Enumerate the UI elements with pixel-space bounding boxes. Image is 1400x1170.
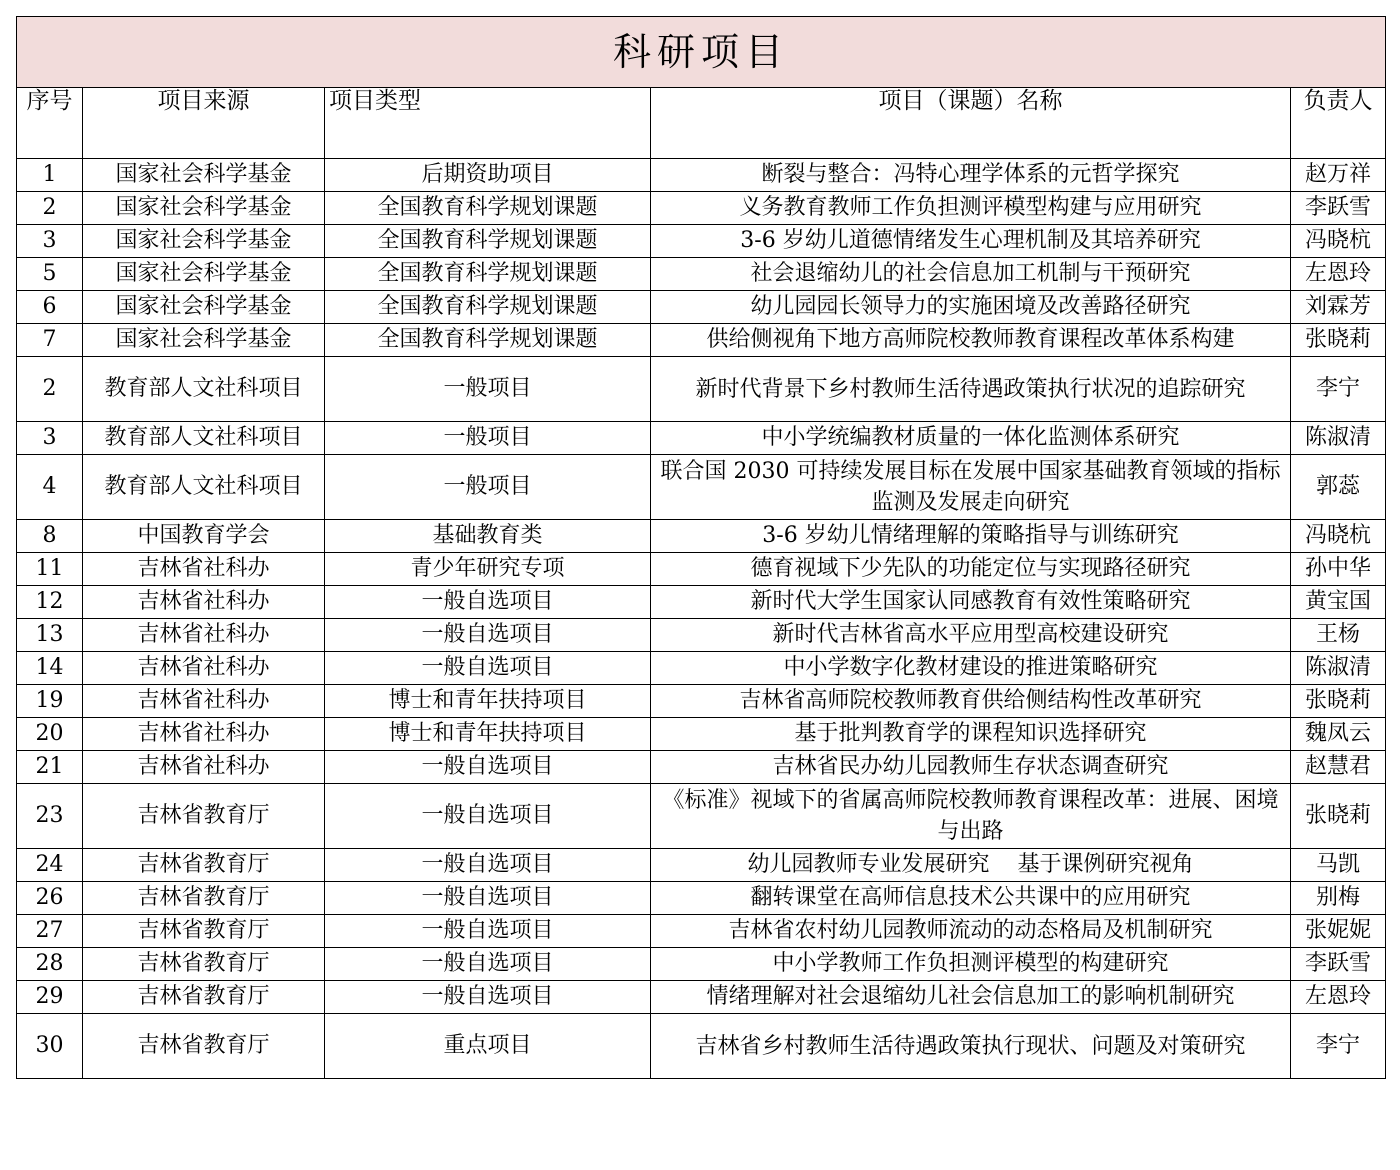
cell-name: 新时代大学生国家认同感教育有效性策略研究 <box>651 586 1291 619</box>
cell-leader: 张晓莉 <box>1291 324 1386 357</box>
cell-type: 一般自选项目 <box>325 981 651 1014</box>
header-name: 项目（课题）名称 <box>651 88 1291 159</box>
cell-leader: 张妮妮 <box>1291 915 1386 948</box>
table-row <box>17 291 1386 324</box>
cell-index: 8 <box>17 520 83 553</box>
cell-leader: 陈淑清 <box>1291 652 1386 685</box>
cell-type: 青少年研究专项 <box>325 553 651 586</box>
cell-type: 一般自选项目 <box>325 948 651 981</box>
cell-source: 吉林省教育厅 <box>83 784 325 849</box>
cell-source: 吉林省社科办 <box>83 652 325 685</box>
cell-leader: 冯晓杭 <box>1291 225 1386 258</box>
cell-leader: 赵万祥 <box>1291 159 1386 192</box>
cell-source: 教育部人文社科项目 <box>83 422 325 455</box>
table-title: 科研项目 <box>17 17 1386 88</box>
cell-index: 24 <box>17 849 83 882</box>
table-row <box>17 619 1386 652</box>
cell-source: 教育部人文社科项目 <box>83 357 325 422</box>
projects-table <box>16 16 1386 1079</box>
cell-index: 21 <box>17 751 83 784</box>
cell-name: 3-6 岁幼儿情绪理解的策略指导与训练研究 <box>651 520 1291 553</box>
cell-source: 吉林省教育厅 <box>83 948 325 981</box>
cell-name: 中小学统编教材质量的一体化监测体系研究 <box>651 422 1291 455</box>
table-row <box>17 520 1386 553</box>
table-row <box>17 258 1386 291</box>
cell-index: 20 <box>17 718 83 751</box>
cell-leader: 黄宝国 <box>1291 586 1386 619</box>
header-leader: 负责人 <box>1291 88 1386 159</box>
table-row <box>17 192 1386 225</box>
cell-name: 翻转课堂在高师信息技术公共课中的应用研究 <box>651 882 1291 915</box>
cell-type: 全国教育科学规划课题 <box>325 225 651 258</box>
cell-name: 情绪理解对社会退缩幼儿社会信息加工的影响机制研究 <box>651 981 1291 1014</box>
cell-source: 教育部人文社科项目 <box>83 455 325 520</box>
cell-leader: 左恩玲 <box>1291 981 1386 1014</box>
cell-source: 吉林省教育厅 <box>83 849 325 882</box>
cell-name: 幼儿园教师专业发展研究 基于课例研究视角 <box>651 849 1291 882</box>
cell-type: 一般项目 <box>325 455 651 520</box>
cell-name: 社会退缩幼儿的社会信息加工机制与干预研究 <box>651 258 1291 291</box>
cell-type: 一般自选项目 <box>325 586 651 619</box>
table-row <box>17 882 1386 915</box>
cell-type: 一般自选项目 <box>325 784 651 849</box>
header-source: 项目来源 <box>83 88 325 159</box>
table-row <box>17 849 1386 882</box>
cell-type: 一般自选项目 <box>325 915 651 948</box>
cell-index: 29 <box>17 981 83 1014</box>
cell-name: 中小学教师工作负担测评模型的构建研究 <box>651 948 1291 981</box>
cell-index: 23 <box>17 784 83 849</box>
cell-type: 一般自选项目 <box>325 882 651 915</box>
cell-leader: 李宁 <box>1291 1014 1386 1079</box>
header-index: 序号 <box>17 88 83 159</box>
cell-type: 一般项目 <box>325 357 651 422</box>
cell-source: 国家社会科学基金 <box>83 324 325 357</box>
cell-leader: 郭蕊 <box>1291 455 1386 520</box>
cell-index: 6 <box>17 291 83 324</box>
cell-leader: 冯晓杭 <box>1291 520 1386 553</box>
cell-source: 吉林省教育厅 <box>83 981 325 1014</box>
cell-leader: 魏凤云 <box>1291 718 1386 751</box>
cell-name: 断裂与整合：冯特心理学体系的元哲学探究 <box>651 159 1291 192</box>
cell-leader: 陈淑清 <box>1291 422 1386 455</box>
cell-index: 3 <box>17 225 83 258</box>
cell-name: 义务教育教师工作负担测评模型构建与应用研究 <box>651 192 1291 225</box>
cell-type: 全国教育科学规划课题 <box>325 192 651 225</box>
cell-index: 3 <box>17 422 83 455</box>
cell-leader: 张晓莉 <box>1291 784 1386 849</box>
cell-type: 基础教育类 <box>325 520 651 553</box>
table-row <box>17 948 1386 981</box>
table-row <box>17 915 1386 948</box>
table-row <box>17 159 1386 192</box>
table-row <box>17 718 1386 751</box>
cell-index: 27 <box>17 915 83 948</box>
cell-index: 5 <box>17 258 83 291</box>
cell-leader: 赵慧君 <box>1291 751 1386 784</box>
table-row <box>17 751 1386 784</box>
cell-leader: 王杨 <box>1291 619 1386 652</box>
table-row <box>17 981 1386 1014</box>
table-row <box>17 586 1386 619</box>
cell-index: 30 <box>17 1014 83 1079</box>
cell-leader: 李宁 <box>1291 357 1386 422</box>
cell-type: 一般自选项目 <box>325 619 651 652</box>
cell-name: 吉林省民办幼儿园教师生存状态调查研究 <box>651 751 1291 784</box>
cell-source: 吉林省社科办 <box>83 718 325 751</box>
header-type: 项目类型 <box>325 88 651 159</box>
cell-index: 14 <box>17 652 83 685</box>
cell-index: 26 <box>17 882 83 915</box>
cell-leader: 张晓莉 <box>1291 685 1386 718</box>
cell-name: 德育视域下少先队的功能定位与实现路径研究 <box>651 553 1291 586</box>
cell-type: 一般自选项目 <box>325 751 651 784</box>
cell-name: 新时代吉林省高水平应用型高校建设研究 <box>651 619 1291 652</box>
cell-leader: 别梅 <box>1291 882 1386 915</box>
cell-index: 28 <box>17 948 83 981</box>
cell-index: 1 <box>17 159 83 192</box>
cell-source: 吉林省教育厅 <box>83 1014 325 1079</box>
table-row <box>17 1014 1386 1079</box>
cell-leader: 左恩玲 <box>1291 258 1386 291</box>
cell-type: 一般自选项目 <box>325 652 651 685</box>
cell-leader: 马凯 <box>1291 849 1386 882</box>
cell-name: 吉林省农村幼儿园教师流动的动态格局及机制研究 <box>651 915 1291 948</box>
cell-source: 国家社会科学基金 <box>83 159 325 192</box>
cell-index: 13 <box>17 619 83 652</box>
spreadsheet <box>16 16 1385 1079</box>
cell-type: 一般自选项目 <box>325 849 651 882</box>
cell-source: 吉林省教育厅 <box>83 882 325 915</box>
table-row <box>17 225 1386 258</box>
cell-index: 4 <box>17 455 83 520</box>
header-row <box>17 88 1386 159</box>
cell-source: 吉林省教育厅 <box>83 915 325 948</box>
cell-type: 重点项目 <box>325 1014 651 1079</box>
table-row <box>17 553 1386 586</box>
cell-leader: 李跃雪 <box>1291 192 1386 225</box>
table-row <box>17 652 1386 685</box>
cell-source: 吉林省社科办 <box>83 685 325 718</box>
cell-index: 2 <box>17 357 83 422</box>
cell-source: 吉林省社科办 <box>83 619 325 652</box>
cell-index: 2 <box>17 192 83 225</box>
cell-name: 吉林省乡村教师生活待遇政策执行现状、问题及对策研究 <box>651 1014 1291 1079</box>
cell-source: 吉林省社科办 <box>83 586 325 619</box>
cell-source: 中国教育学会 <box>83 520 325 553</box>
cell-leader: 刘霖芳 <box>1291 291 1386 324</box>
table-row <box>17 455 1386 520</box>
cell-source: 吉林省社科办 <box>83 751 325 784</box>
cell-type: 全国教育科学规划课题 <box>325 324 651 357</box>
cell-source: 国家社会科学基金 <box>83 258 325 291</box>
cell-index: 19 <box>17 685 83 718</box>
cell-index: 12 <box>17 586 83 619</box>
cell-type: 博士和青年扶持项目 <box>325 685 651 718</box>
cell-name: 3-6 岁幼儿道德情绪发生心理机制及其培养研究 <box>651 225 1291 258</box>
cell-leader: 孙中华 <box>1291 553 1386 586</box>
table-row <box>17 422 1386 455</box>
cell-type: 一般项目 <box>325 422 651 455</box>
cell-source: 国家社会科学基金 <box>83 291 325 324</box>
cell-source: 吉林省社科办 <box>83 553 325 586</box>
cell-source: 国家社会科学基金 <box>83 225 325 258</box>
table-row <box>17 357 1386 422</box>
cell-name: 中小学数字化教材建设的推进策略研究 <box>651 652 1291 685</box>
cell-name: 幼儿园园长领导力的实施困境及改善路径研究 <box>651 291 1291 324</box>
cell-name: 联合国 2030 可持续发展目标在发展中国家基础教育领域的指标监测及发展走向研究 <box>651 455 1291 520</box>
cell-type: 后期资助项目 <box>325 159 651 192</box>
cell-index: 11 <box>17 553 83 586</box>
cell-type: 博士和青年扶持项目 <box>325 718 651 751</box>
cell-name: 《标准》视域下的省属高师院校教师教育课程改革：进展、困境与出路 <box>651 784 1291 849</box>
table-row <box>17 685 1386 718</box>
cell-leader: 李跃雪 <box>1291 948 1386 981</box>
cell-source: 国家社会科学基金 <box>83 192 325 225</box>
cell-type: 全国教育科学规划课题 <box>325 291 651 324</box>
cell-type: 全国教育科学规划课题 <box>325 258 651 291</box>
cell-name: 吉林省高师院校教师教育供给侧结构性改革研究 <box>651 685 1291 718</box>
cell-index: 7 <box>17 324 83 357</box>
table-row <box>17 784 1386 849</box>
cell-name: 基于批判教育学的课程知识选择研究 <box>651 718 1291 751</box>
table-body <box>17 159 1386 1079</box>
table-row <box>17 324 1386 357</box>
cell-name: 新时代背景下乡村教师生活待遇政策执行状况的追踪研究 <box>651 357 1291 422</box>
cell-name: 供给侧视角下地方高师院校教师教育课程改革体系构建 <box>651 324 1291 357</box>
